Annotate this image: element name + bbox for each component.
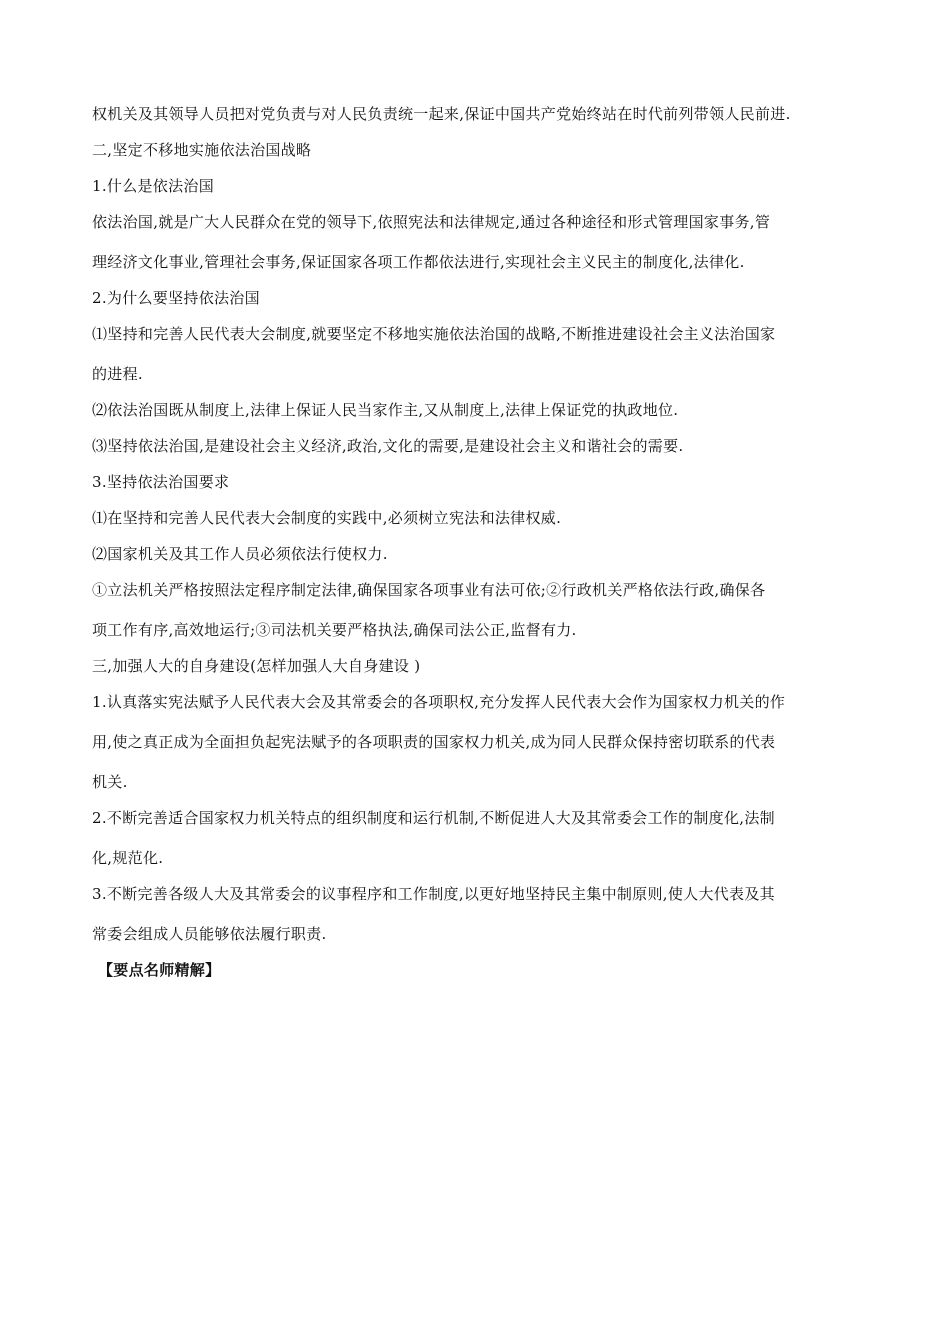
- section-heading: 三,加强人大的自身建设(怎样加强人大自身建设 ): [92, 657, 421, 675]
- text-line: 机关.: [92, 773, 128, 791]
- subsection-heading: 2.为什么要坚持依法治国: [92, 289, 260, 307]
- section-heading: 二,坚定不移地实施依法治国战略: [92, 141, 312, 159]
- text-line: 3.不断完善各级人大及其常委会的议事程序和工作制度,以更好地坚持民主集中制原则,使人大代表及其: [92, 885, 775, 903]
- text-line: 依法治国,就是广大人民群众在党的领导下,依照宪法和法律规定,通过各种途径和形式管理国家事务,管: [92, 213, 771, 231]
- text-line: 化,规范化.: [92, 849, 164, 867]
- text-line: ⑴坚持和完善人民代表大会制度,就要坚定不移地实施依法治国的战略,不断推进建设社会主义法治国家: [92, 325, 776, 343]
- text-line: 的进程.: [92, 365, 143, 383]
- section-label: 【要点名师精解】: [98, 961, 221, 979]
- text-line: 用,使之真正成为全面担负起宪法赋予的各项职责的国家权力机关,成为同人民群众保持密切联系的代表: [92, 733, 776, 751]
- text-line: ①立法机关严格按照法定程序制定法律,确保国家各项事业有法可依;②行政机关严格依法行政,确保各: [92, 581, 766, 599]
- subsection-heading: 1.什么是依法治国: [92, 177, 215, 195]
- text-line: 权机关及其领导人员把对党负责与对人民负责统一起来,保证中国共产党始终站在时代前列带领人民前进.: [92, 105, 791, 123]
- text-line: ⑵国家机关及其工作人员必须依法行使权力.: [92, 545, 388, 563]
- text-line: 项工作有序,高效地运行;③司法机关要严格执法,确保司法公正,监督有力.: [92, 621, 577, 639]
- text-line: 理经济文化事业,管理社会事务,保证国家各项工作都依法进行,实现社会主义民主的制度化,法律化.: [92, 253, 745, 271]
- text-line: 2.不断完善适合国家权力机关特点的组织制度和运行机制,不断促进人大及其常委会工作的制度化,法制: [92, 809, 775, 827]
- text-line: ⑵依法治国既从制度上,法律上保证人民当家作主,又从制度上,法律上保证党的执政地位.: [92, 401, 679, 419]
- text-line: ⑴在坚持和完善人民代表大会制度的实践中,必须树立宪法和法律权威.: [92, 509, 562, 527]
- subsection-heading: 3.坚持依法治国要求: [92, 473, 230, 491]
- text-line: ⑶坚持依法治国,是建设社会主义经济,政治,文化的需要,是建设社会主义和谐社会的需要.: [92, 437, 684, 455]
- text-line: 1.认真落实宪法赋予人民代表大会及其常委会的各项职权,充分发挥人民代表大会作为国家权力机关的作: [92, 693, 786, 711]
- text-line: 常委会组成人员能够依法履行职责.: [92, 925, 327, 943]
